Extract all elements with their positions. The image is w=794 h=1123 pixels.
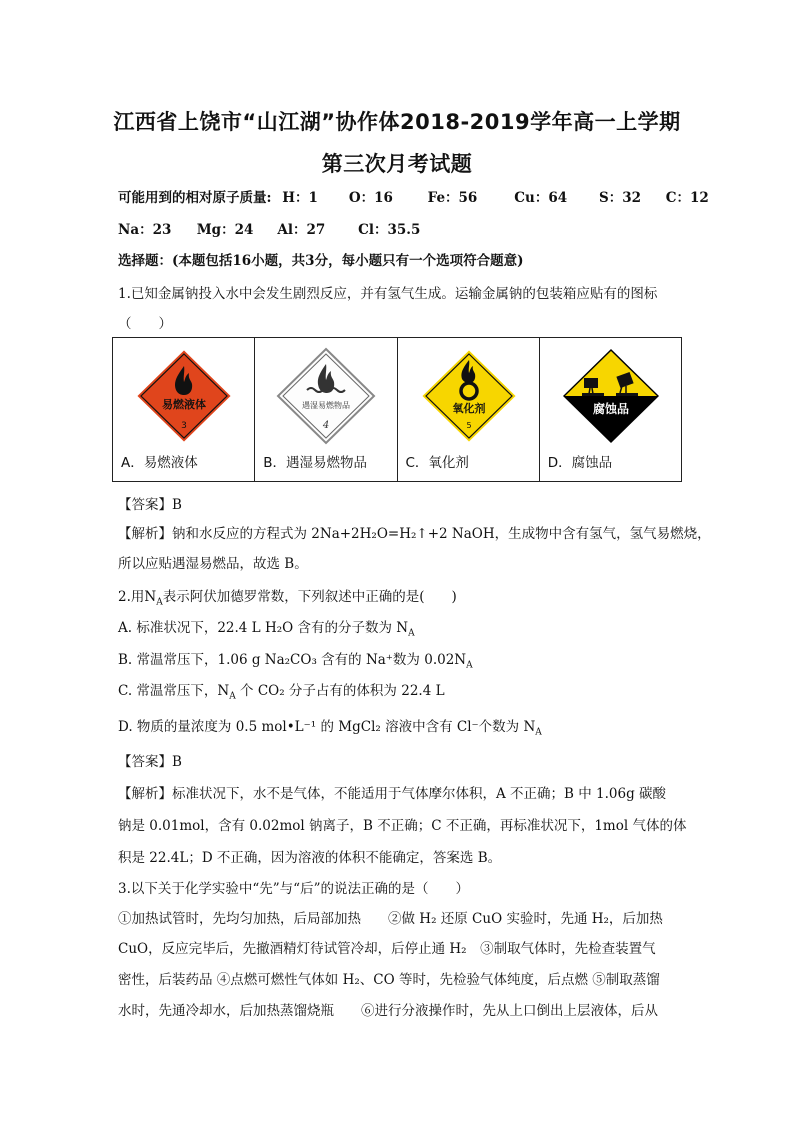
q2-option-c: C. 常温常压下，$N_A$ 个 CO₂ 分子占有的体积为 22.4 L [118,683,445,702]
q1-answer: 【答案】B [118,497,182,513]
q1-option-c-caption: C．氧化剂 [405,455,469,471]
mass-cl: Cl：35.5 [358,222,421,238]
q3-stem: 3.以下关于化学实验中“先”与“后”的说法正确的是（ ） [118,881,469,897]
oxidizer-sign-icon [406,346,532,446]
sign-num-c: 5 [465,421,472,430]
q2-stem: 2.用$N_A$表示阿伏加德罗常数，下列叙述中正确的是( ) [118,589,457,608]
q1-option-a [113,338,255,482]
title-line-1: 江西省上饶市“山江湖”协作体2018-2019学年高一上学期 [113,110,681,134]
mass-mg: Mg：24 [196,222,254,238]
mass-na: Na：23 [118,222,172,238]
masses-label: 可能用到的相对原子质量: [118,190,272,206]
q2-answer: 【答案】B [118,754,182,770]
dangerous-when-wet-sign-icon [263,346,389,446]
mass-s: S：32 [599,190,642,206]
q2-analysis-line-1: 【解析】标准状况下，水不是气体，不能适用于气体摩尔体积，A 不正确；B 中 1.06g 碳酸 [118,786,667,802]
q1-option-b [255,338,397,482]
sign-text-c: 氧化剂 [452,402,485,415]
q1-stem: 1.已知金属钠投入水中会发生剧烈反应，并有氢气生成。运输金属钠的包装箱应贴有的图标 [118,286,658,302]
mass-o: O：16 [348,190,393,206]
sign-num-b: 4 [323,420,330,431]
q1-option-b-caption: B．遇湿易燃物品 [263,455,368,471]
sign-num-a: 3 [181,421,187,431]
mass-c: C：12 [665,190,709,206]
q3-line-4: 水时，先通冷却水，后加热蒸馏烧瓶 ⑥进行分液操作时，先从上口倒出上层液体，后从 [118,1003,658,1019]
mass-cu: Cu：64 [514,190,568,206]
corrosive-sign-icon [548,346,674,446]
atomic-masses-row-1 [118,186,709,206]
q2-analysis-line-2: 钠是 0.01mol，含有 0.02mol 钠离子，B 不正确；C 不正确，再标准状况下，1mol 气体的体 [118,818,687,834]
q3-line-2: CuO，反应完毕后，先撤酒精灯待试管冷却，后停止通 H₂ ③制取气体时，先检查装置气 [118,941,656,957]
q1-option-a-caption: A．易燃液体 [121,455,198,471]
q1-analysis-line-2: 所以应贴遇湿易燃品，故选 B。 [118,556,308,572]
atomic-masses-row-2 [118,218,420,238]
q1-blank: （ ） [118,316,172,332]
title-line-2: 第三次月考试题 [321,152,473,176]
q1-option-c [397,338,539,482]
q1-option-d-caption: D．腐蚀品 [547,455,613,471]
mass-h: H：1 [282,190,318,206]
sign-text-d: 腐蚀品 [592,402,629,416]
sign-text-a: 易燃液体 [162,398,206,411]
section-heading: 选择题：(本题包括16小题，共3分，每小题只有一个选项符合题意) [118,253,524,269]
q2-analysis-line-3: 积是 22.4L；D 不正确，因为溶液的体积不能确定，答案选 B。 [118,850,502,866]
q2-option-b: B. 常温常压下，1.06 g Na₂CO₃ 含有的 Na⁺数为 $0.02N_A$ [118,652,473,671]
sign-text-b: 遇湿易燃物品 [302,401,351,410]
q3-line-1: ①加热试管时，先均匀加热，后局部加热 ②做 H₂ 还原 CuO 实验时，先通 H₂，后加热 [118,911,663,927]
q1-options-table [112,337,682,482]
q2-option-d: D. 物质的量浓度为 0.5 mol•L⁻¹ 的 MgCl₂ 溶液中含有 Cl⁻个数为 $N_A$ [118,719,542,738]
mass-al: Al：27 [277,222,326,238]
flammable-liquid-sign-icon [121,346,247,446]
mass-fe: Fe：56 [427,190,478,206]
q1-option-d [539,338,681,482]
q3-line-3: 密性，后装药品 ④点燃可燃性气体如 H₂、CO 等时，先检验气体纯度，后点燃 ⑤制取蒸馏 [118,972,660,988]
q1-analysis-line-1: 【解析】钠和水反应的方程式为 2Na+2H₂O=H₂↑+2 NaOH，生成物中含有氢气，氢气易燃烧， [118,526,711,542]
q2-option-a: A. 标准状况下，22.4 L H₂O 含有的分子数为 $N_A$ [118,620,415,639]
